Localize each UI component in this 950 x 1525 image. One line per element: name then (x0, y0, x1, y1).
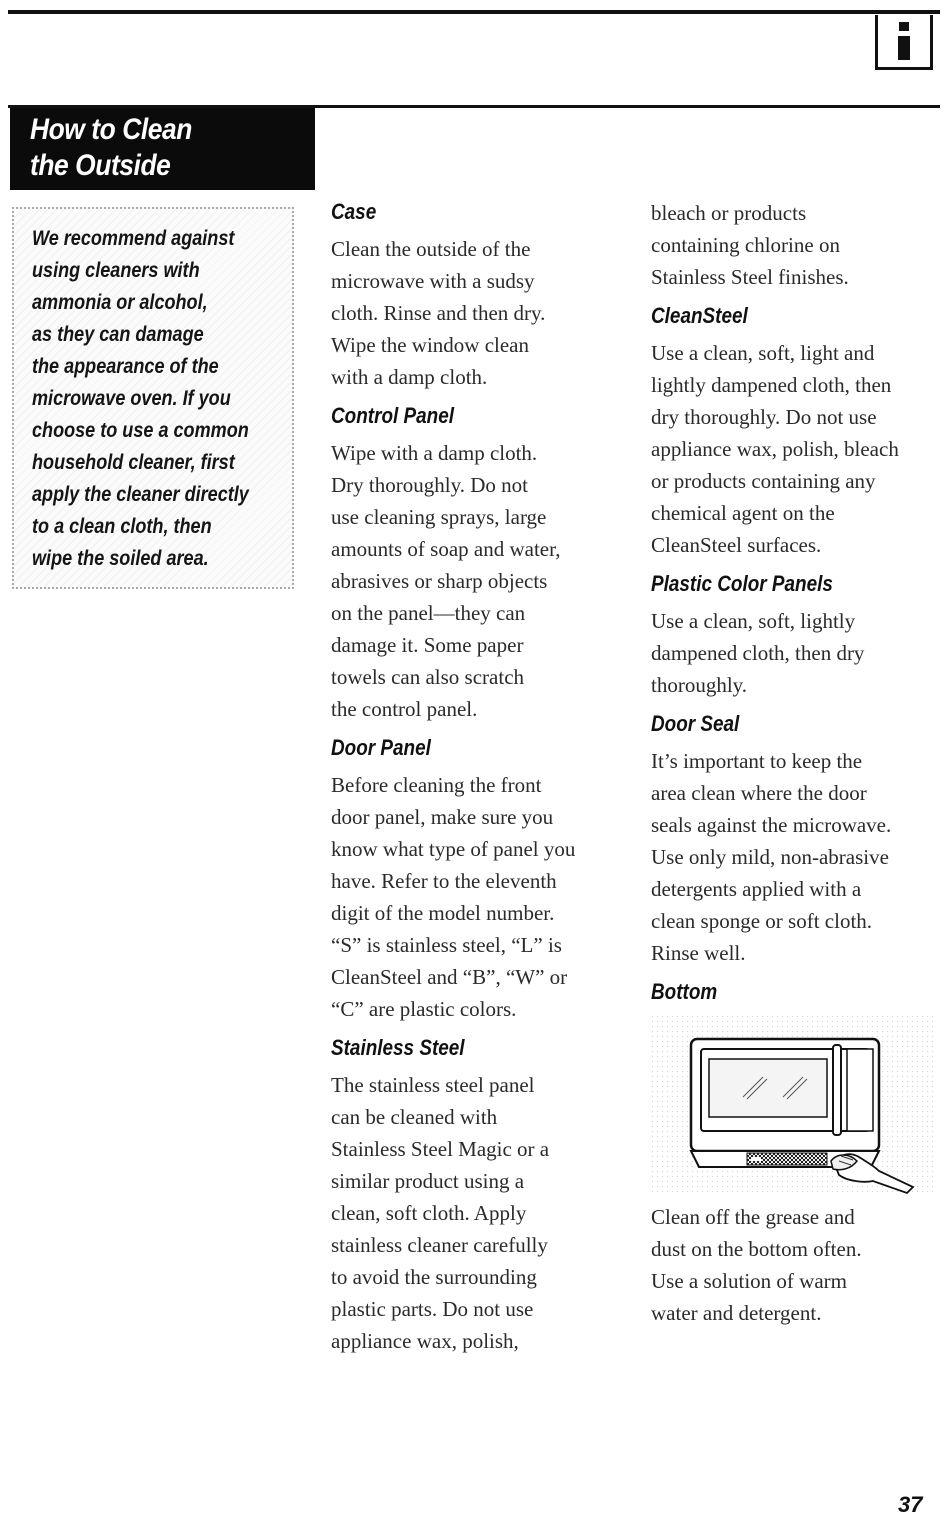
text-line: Use a clean, soft, lightly (651, 609, 856, 633)
text-line: thoroughly. (651, 673, 748, 697)
text-line: towels can also scratch (331, 665, 525, 689)
text-line: the control panel. (331, 697, 478, 721)
text-line: on the panel—they can (331, 601, 526, 625)
plastic-color-panels-heading: Plastic Color Panels (651, 571, 833, 596)
page-number: 37 (898, 1492, 923, 1517)
door-seal-heading: Door Seal (651, 711, 740, 736)
right-column (651, 197, 941, 1337)
middle-column (331, 197, 621, 1365)
callout-line: wipe the soiled area. (32, 547, 209, 570)
text-line: appliance wax, polish, bleach (651, 437, 899, 461)
warning-callout (12, 207, 294, 589)
text-line: damage it. Some paper (331, 633, 524, 657)
text-line: Use only mild, non-abrasive (651, 845, 889, 869)
text-line: Wipe with a damp cloth. (331, 441, 538, 465)
case-heading: Case (331, 199, 377, 224)
text-line: similar product using a (331, 1169, 525, 1193)
control-panel-text (331, 437, 621, 725)
text-line: bleach or products (651, 201, 807, 225)
title-line-2: the Outside (30, 149, 171, 182)
callout-line: ammonia or alcohol, (32, 291, 208, 314)
text-line: Wipe the window clean (331, 333, 530, 357)
door-panel-text (331, 769, 621, 1025)
text-line: abrasives or sharp objects (331, 569, 548, 593)
control-panel-heading: Control Panel (331, 403, 454, 428)
text-line: Stainless Steel finishes. (651, 265, 849, 289)
text-line: use cleaning sprays, large (331, 505, 547, 529)
callout-line: apply the cleaner directly (32, 483, 249, 506)
case-text (331, 233, 621, 393)
text-line: detergents applied with a (651, 877, 862, 901)
text-line: can be cleaned with (331, 1105, 498, 1129)
callout-line: We recommend against (32, 227, 235, 250)
text-line: Before cleaning the front (331, 773, 542, 797)
title-line-1: How to Clean (30, 113, 192, 146)
text-line: Clean off the grease and (651, 1205, 855, 1229)
text-line: amounts of soap and water, (331, 537, 561, 561)
text-line: seals against the microwave. (651, 813, 892, 837)
bottom-heading: Bottom (651, 979, 718, 1004)
text-line: Use a clean, soft, light and (651, 341, 875, 365)
text-line: area clean where the door (651, 781, 867, 805)
section-title (10, 108, 315, 190)
stainless-steel-text-continued (651, 197, 941, 293)
stainless-steel-heading: Stainless Steel (331, 1035, 465, 1060)
text-line: to avoid the surrounding (331, 1265, 537, 1289)
info-badge (875, 15, 933, 70)
callout-line: household cleaner, first (32, 451, 235, 474)
text-line: containing chlorine on (651, 233, 840, 257)
text-line: appliance wax, polish, (331, 1329, 519, 1353)
text-line: know what type of panel you (331, 837, 576, 861)
text-line: “S” is stainless steel, “L” is (331, 933, 562, 957)
text-line: stainless cleaner carefully (331, 1233, 548, 1257)
text-line: “C” are plastic colors. (331, 997, 517, 1021)
text-line: Dry thoroughly. Do not (331, 473, 528, 497)
text-line: dry thoroughly. Do not use (651, 405, 877, 429)
callout-line: choose to use a common (32, 419, 249, 442)
text-line: Rinse well. (651, 941, 746, 965)
cleansteel-text (651, 337, 941, 561)
text-line: door panel, make sure you (331, 805, 554, 829)
callout-line: microwave oven. If you (32, 387, 231, 410)
text-line: clean sponge or soft cloth. (651, 909, 873, 933)
text-line: cloth. Rinse and then dry. (331, 301, 546, 325)
text-line: with a damp cloth. (331, 365, 488, 389)
text-line: Stainless Steel Magic or a (331, 1137, 550, 1161)
callout-line: to a clean cloth, then (32, 515, 212, 538)
text-line: CleanSteel surfaces. (651, 533, 822, 557)
bottom-text (651, 1201, 941, 1329)
door-panel-heading: Door Panel (331, 735, 431, 760)
callout-line: the appearance of the (32, 355, 219, 378)
text-line: have. Refer to the eleventh (331, 869, 557, 893)
text-line: The stainless steel panel (331, 1073, 535, 1097)
plastic-color-panels-text (651, 605, 941, 701)
text-line: plastic parts. Do not use (331, 1297, 534, 1321)
callout-line: using cleaners with (32, 259, 200, 282)
info-icon (894, 22, 914, 60)
text-line: CleanSteel and “B”, “W” or (331, 965, 568, 989)
text-line: microwave with a sudsy (331, 269, 535, 293)
cleansteel-heading: CleanSteel (651, 303, 748, 328)
top-rule (8, 10, 940, 14)
door-seal-text (651, 745, 941, 969)
microwave-bottom-cleaning-illustration (651, 1015, 935, 1195)
text-line: It’s important to keep the (651, 749, 863, 773)
stainless-steel-text (331, 1069, 621, 1357)
text-line: or products containing any (651, 469, 876, 493)
text-line: chemical agent on the (651, 501, 835, 525)
text-line: clean, soft cloth. Apply (331, 1201, 527, 1225)
text-line: dust on the bottom often. (651, 1237, 862, 1261)
text-line: water and detergent. (651, 1301, 822, 1325)
callout-line: as they can damage (32, 323, 204, 346)
text-line: Clean the outside of the (331, 237, 531, 261)
text-line: digit of the model number. (331, 901, 555, 925)
text-line: lightly dampened cloth, then (651, 373, 892, 397)
text-line: Use a solution of warm (651, 1269, 847, 1293)
text-line: dampened cloth, then dry (651, 641, 865, 665)
